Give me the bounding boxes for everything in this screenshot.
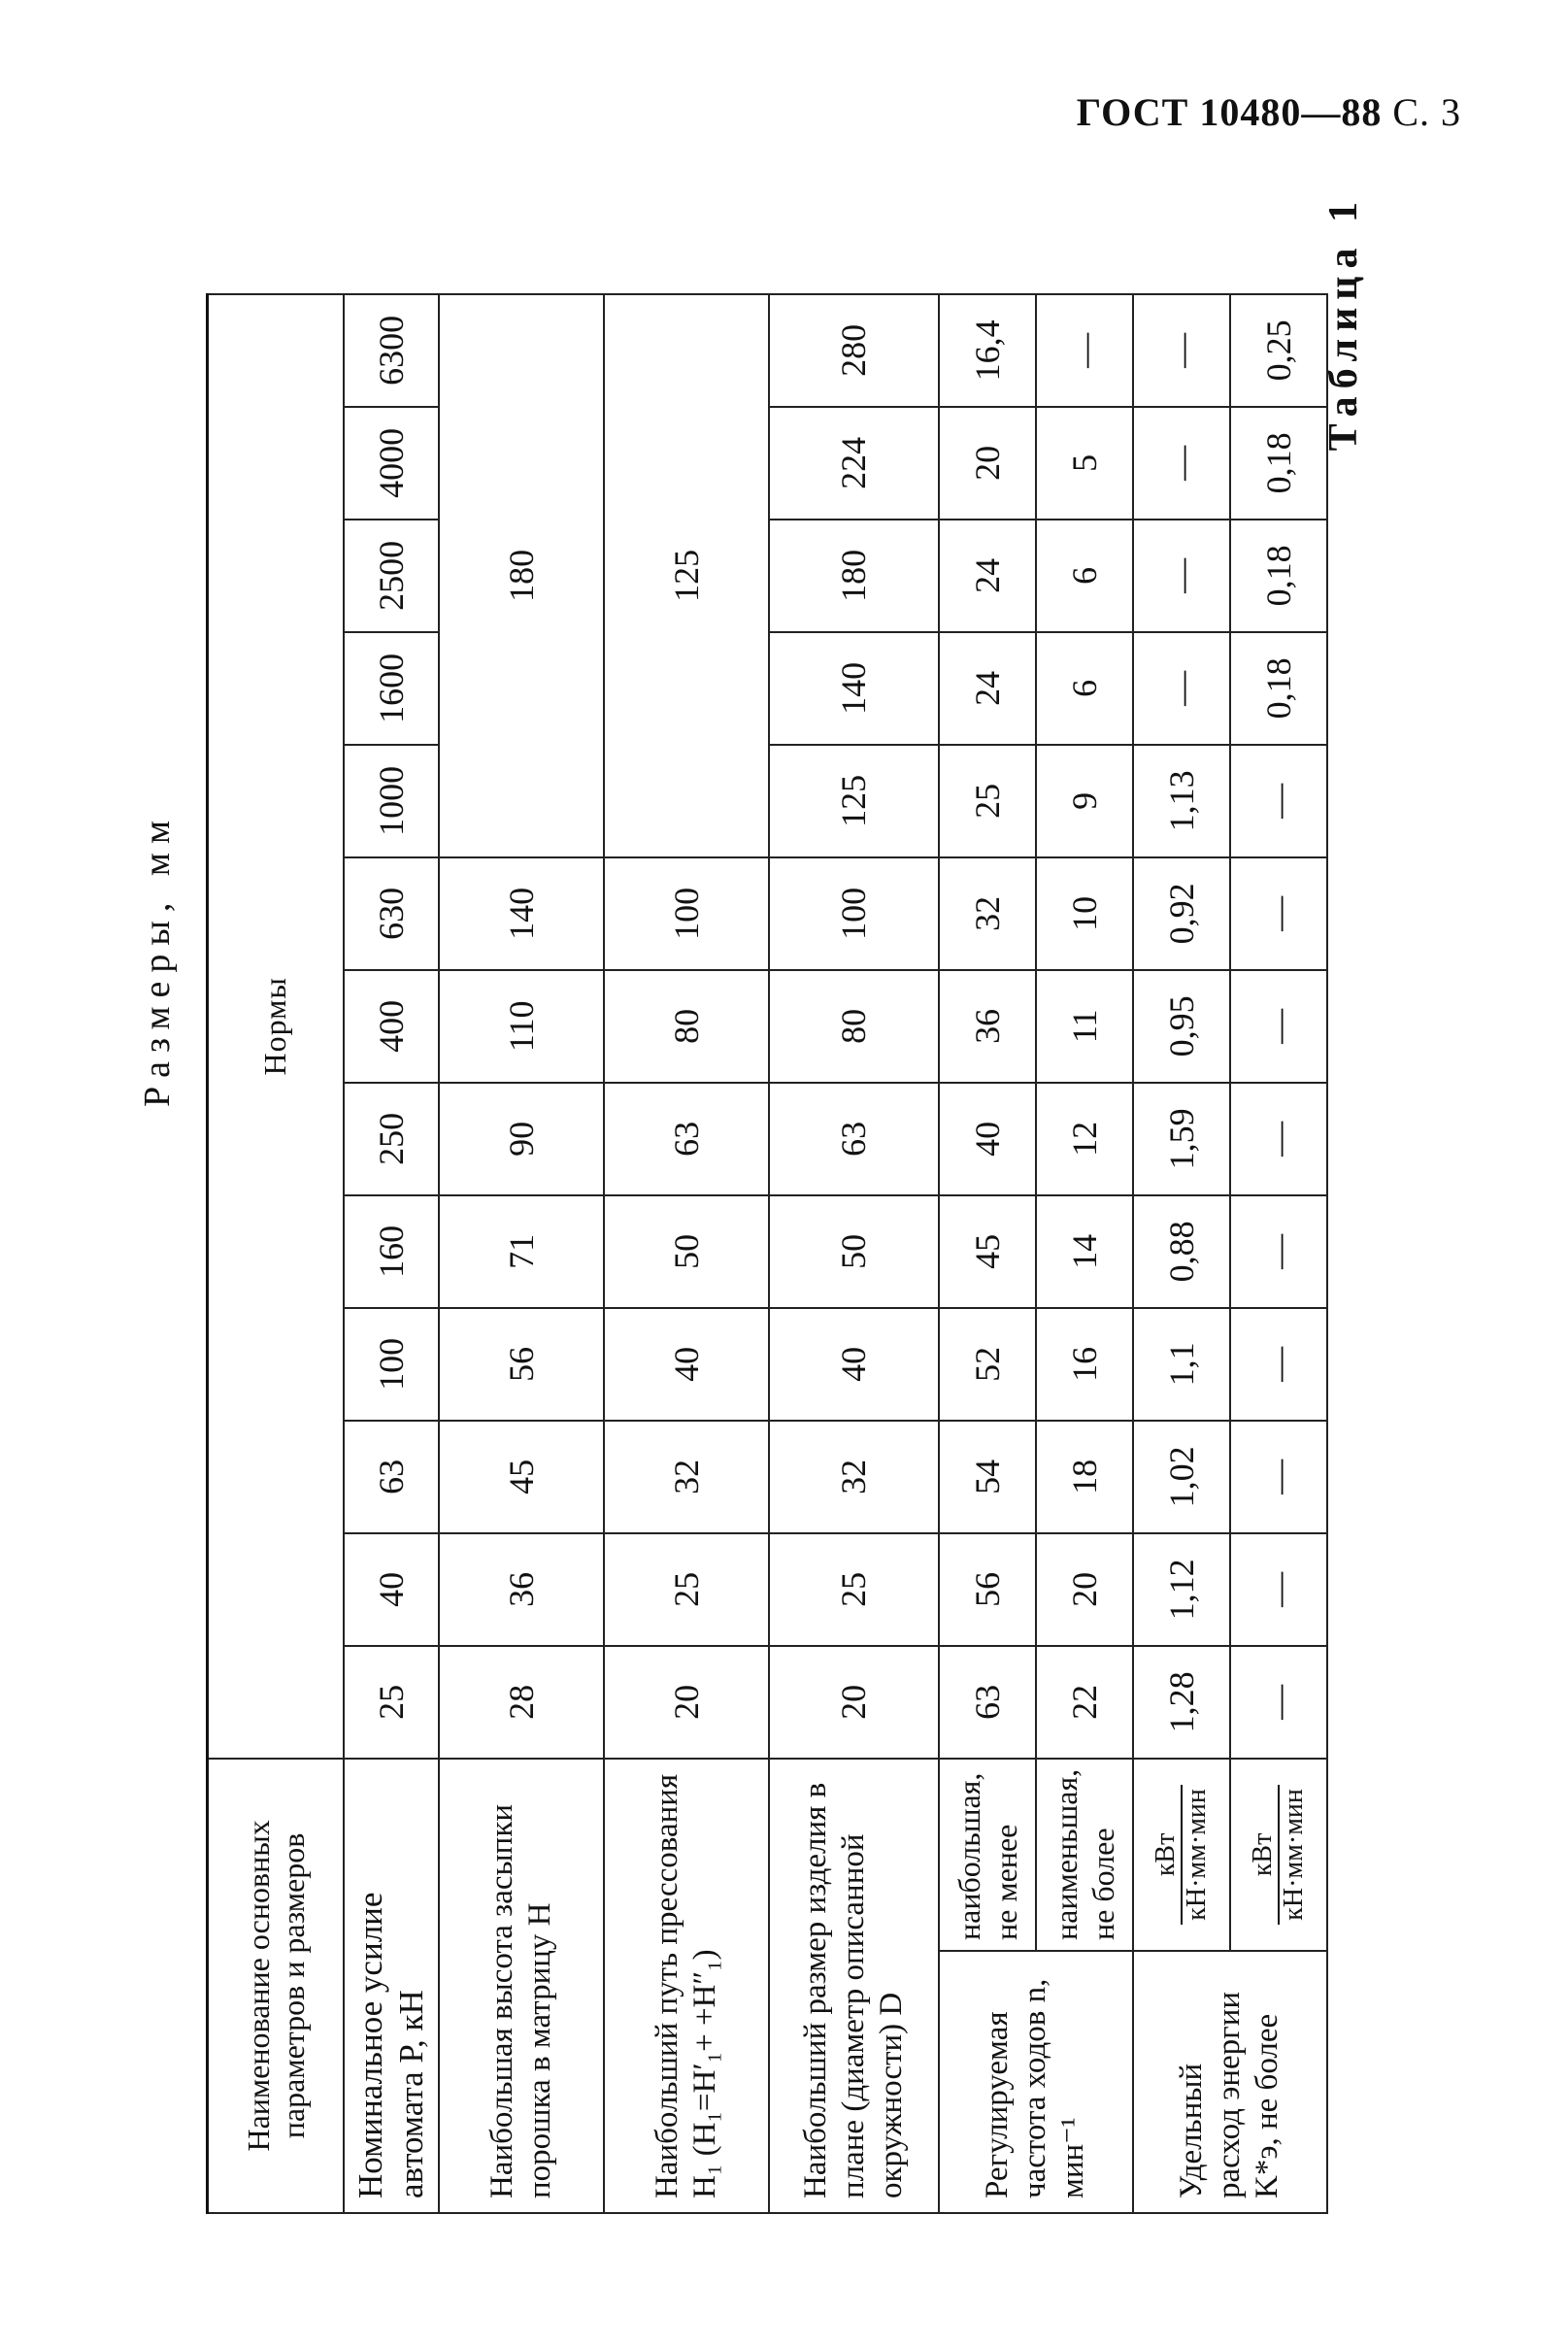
freq-max-value: 45 xyxy=(939,1195,1036,1308)
freq-max-value: 63 xyxy=(939,1646,1036,1759)
column-header-parameter: Наименование основных параметров и размеров xyxy=(208,1759,344,2213)
table-subtitle: Размеры, мм xyxy=(137,811,178,1107)
table-row xyxy=(344,294,439,2213)
energy-a-value: — xyxy=(1133,407,1230,520)
force-value: 1000 xyxy=(344,745,439,857)
stroke-value: 40 xyxy=(604,1308,769,1421)
size-value: 100 xyxy=(769,857,939,970)
freq-max-value: 56 xyxy=(939,1533,1036,1646)
freq-min-value: 20 xyxy=(1036,1533,1133,1646)
table-row xyxy=(1133,294,1230,2213)
energy-b-value: — xyxy=(1230,1195,1327,1308)
energy-b-value: — xyxy=(1230,1308,1327,1421)
size-value: 280 xyxy=(769,294,939,407)
column-header-norms: Нормы xyxy=(208,294,344,1759)
freq-max-value: 52 xyxy=(939,1308,1036,1421)
freq-min-value: 10 xyxy=(1036,857,1133,970)
freq-min-value: 6 xyxy=(1036,632,1133,745)
energy-b-value: — xyxy=(1230,970,1327,1083)
force-value: 400 xyxy=(344,970,439,1083)
unit-denominator: кН·мм·мин xyxy=(1278,1789,1309,1921)
row-name-size: Наибольший размер изделия в плане (диаметр описанной окружности) D xyxy=(769,1759,939,2213)
force-value: 630 xyxy=(344,857,439,970)
energy-a-value: 1,13 xyxy=(1133,745,1230,857)
size-value: 50 xyxy=(769,1195,939,1308)
freq-min-value: — xyxy=(1036,294,1133,407)
energy-a-value: 0,92 xyxy=(1133,857,1230,970)
energy-b-value: — xyxy=(1230,1421,1327,1533)
stroke-value: 50 xyxy=(604,1195,769,1308)
freq-max-value: 16,4 xyxy=(939,294,1036,407)
force-value: 6300 xyxy=(344,294,439,407)
rotated-table-block xyxy=(137,194,1437,2214)
row-name-force: Номинальное усилие автомата P, кН xyxy=(344,1759,439,2213)
row-name-frequency: Регулируемая частота ходов n, мин⁻¹ xyxy=(939,1951,1133,2213)
unit-numerator: кВт xyxy=(1249,1785,1280,1925)
freq-max-value: 24 xyxy=(939,520,1036,632)
height-value: 28 xyxy=(439,1646,604,1759)
page-header xyxy=(1077,89,1461,135)
freq-min-value: 6 xyxy=(1036,520,1133,632)
height-value: 45 xyxy=(439,1421,604,1533)
unit-fraction xyxy=(1249,1785,1309,1925)
energy-a-value: 0,95 xyxy=(1133,970,1230,1083)
energy-b-value: — xyxy=(1230,745,1327,857)
size-value: 40 xyxy=(769,1308,939,1421)
height-value: 110 xyxy=(439,970,604,1083)
force-value: 4000 xyxy=(344,407,439,520)
energy-b-value: — xyxy=(1230,1083,1327,1195)
energy-a-value: 1,59 xyxy=(1133,1083,1230,1195)
energy-a-value: 1,02 xyxy=(1133,1421,1230,1533)
force-value: 160 xyxy=(344,1195,439,1308)
freq-min-label: наименьшая, не более xyxy=(1036,1759,1133,1951)
stroke-value: 20 xyxy=(604,1646,769,1759)
table-caption: Таблица 1 xyxy=(1321,194,1366,452)
unit-fraction xyxy=(1151,1785,1212,1925)
standard-number: 10480—88 xyxy=(1199,90,1383,134)
energy-b-value: — xyxy=(1230,1533,1327,1646)
freq-max-value: 32 xyxy=(939,857,1036,970)
stroke-value: 80 xyxy=(604,970,769,1083)
force-value: 100 xyxy=(344,1308,439,1421)
freq-max-value: 40 xyxy=(939,1083,1036,1195)
freq-max-value: 25 xyxy=(939,745,1036,857)
energy-a-value: — xyxy=(1133,632,1230,745)
energy-a-value: — xyxy=(1133,520,1230,632)
force-value: 250 xyxy=(344,1083,439,1195)
size-value: 224 xyxy=(769,407,939,520)
height-value: 140 xyxy=(439,857,604,970)
freq-max-value: 20 xyxy=(939,407,1036,520)
energy-a-value: 1,28 xyxy=(1133,1646,1230,1759)
stroke-value: 100 xyxy=(604,857,769,970)
table-row xyxy=(1036,294,1133,2213)
size-value: 180 xyxy=(769,520,939,632)
spec-table xyxy=(206,293,1328,2214)
size-value: 32 xyxy=(769,1421,939,1533)
force-value: 1600 xyxy=(344,632,439,745)
page-number: С. 3 xyxy=(1392,90,1461,134)
energy-unit-a xyxy=(1133,1759,1230,1951)
stroke-value: 25 xyxy=(604,1533,769,1646)
table-row xyxy=(939,294,1036,2213)
energy-b-value: 0,25 xyxy=(1230,294,1327,407)
height-value: 90 xyxy=(439,1083,604,1195)
freq-min-value: 16 xyxy=(1036,1308,1133,1421)
force-value: 25 xyxy=(344,1646,439,1759)
energy-b-value: — xyxy=(1230,1646,1327,1759)
energy-a-value: 0,88 xyxy=(1133,1195,1230,1308)
freq-min-value: 11 xyxy=(1036,970,1133,1083)
height-value-merged: 180 xyxy=(439,294,604,857)
row-name-stroke: Наибольший путь прессования H₁ (H₁=H′₁+ +H″₁) xyxy=(604,1759,769,2213)
freq-max-value: 36 xyxy=(939,970,1036,1083)
standard-label: ГОСТ xyxy=(1076,90,1189,134)
force-value: 40 xyxy=(344,1533,439,1646)
size-value: 125 xyxy=(769,745,939,857)
freq-max-label: наибольшая, не менее xyxy=(939,1759,1036,1951)
size-value: 25 xyxy=(769,1533,939,1646)
size-value: 63 xyxy=(769,1083,939,1195)
freq-min-value: 18 xyxy=(1036,1421,1133,1533)
table-row xyxy=(1230,294,1327,2213)
freq-min-value: 22 xyxy=(1036,1646,1133,1759)
energy-a-value: — xyxy=(1133,294,1230,407)
stroke-value-merged: 125 xyxy=(604,294,769,857)
size-value: 140 xyxy=(769,632,939,745)
freq-min-value: 9 xyxy=(1036,745,1133,857)
freq-min-value: 12 xyxy=(1036,1083,1133,1195)
force-value: 2500 xyxy=(344,520,439,632)
table-row xyxy=(604,294,769,2213)
stroke-value: 63 xyxy=(604,1083,769,1195)
energy-a-value: 1,1 xyxy=(1133,1308,1230,1421)
energy-b-value: 0,18 xyxy=(1230,632,1327,745)
unit-denominator: кН·мм·мин xyxy=(1181,1789,1212,1921)
energy-a-value: 1,12 xyxy=(1133,1533,1230,1646)
freq-min-value: 5 xyxy=(1036,407,1133,520)
energy-b-value: 0,18 xyxy=(1230,407,1327,520)
table-row xyxy=(439,294,604,2213)
row-name-height: Наибольшая высота засыпки порошка в матрицу H xyxy=(439,1759,604,2213)
freq-min-value: 14 xyxy=(1036,1195,1133,1308)
energy-unit-b xyxy=(1230,1759,1327,1951)
freq-max-value: 24 xyxy=(939,632,1036,745)
energy-b-value: 0,18 xyxy=(1230,520,1327,632)
unit-numerator: кВт xyxy=(1151,1785,1183,1925)
header-row xyxy=(208,294,344,2213)
size-value: 80 xyxy=(769,970,939,1083)
freq-max-value: 54 xyxy=(939,1421,1036,1533)
stroke-value: 32 xyxy=(604,1421,769,1533)
height-value: 71 xyxy=(439,1195,604,1308)
row-name-energy: Удельный расход энергии K*э, не более xyxy=(1133,1951,1327,2213)
height-value: 36 xyxy=(439,1533,604,1646)
force-value: 63 xyxy=(344,1421,439,1533)
size-value: 20 xyxy=(769,1646,939,1759)
table-row xyxy=(769,294,939,2213)
energy-b-value: — xyxy=(1230,857,1327,970)
height-value: 56 xyxy=(439,1308,604,1421)
